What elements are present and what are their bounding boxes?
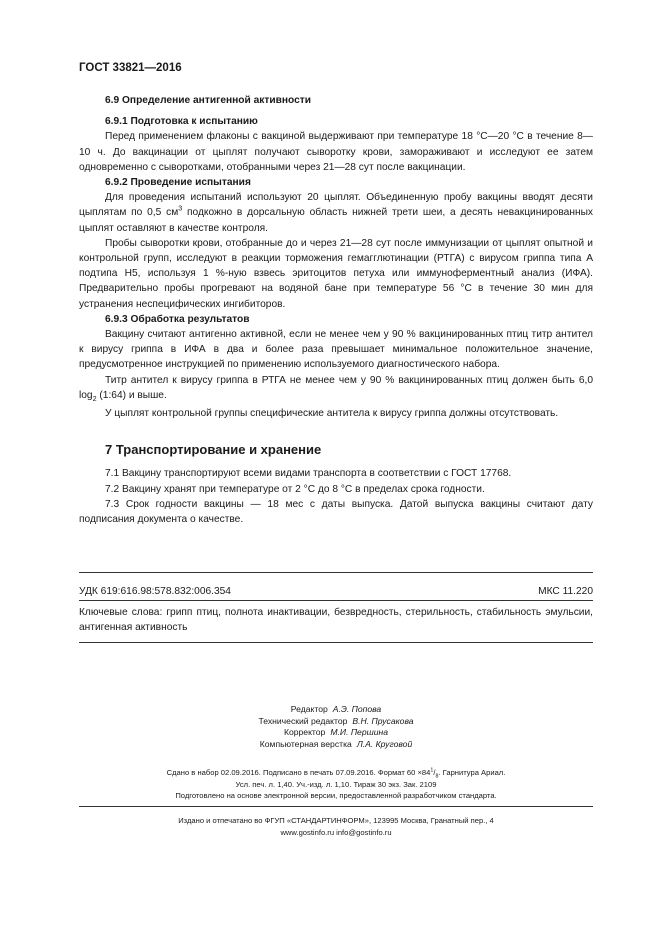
print-info-line-3: Подготовлено на основе электронной версии, предоставленной разработчиком стандарта. [175,791,497,800]
udk-code: УДК 619:616.98:578.832:006.354 [79,586,231,597]
section-6-9-3-paragraph-1: Вакцину считают антигенно активной, если не менее чем у 90 % вакцинированных птиц титр антител к вирусу гриппа в ИФА в два и более раза превышает минимальное положительное значение, предусмотренное инструкцией по применению используемого диагностического набора. [79,329,593,371]
section-7-3-text: 7.3 Срок годности вакцины — 18 мес с даты выпуска. Датой выпуска вакцины считают дату подписания документа о качестве. [79,498,593,526]
credits-block [79,704,593,750]
credit-proofreader: Корректор М.И. Першина [283,727,389,737]
print-info-line-1: Сдано в набор 02.09.2016. Подписано в печать 07.09.2016. Формат $60 \times 84^1/_8$. Гарнитура Ариал. [166,767,506,780]
publisher-line-1: Издано и отпечатано во ФГУП «СТАНДАРТИНФОРМ», 123995 Москва, Гранатный пер., 4 [178,816,494,825]
publisher-info [79,815,593,838]
credit-layout: Компьютерная верстка Л.А. Круговой [259,738,413,749]
section-6-9-2-paragraph-1: Для проведения испытаний используют 20 цыплят. Объединенную пробу вакцины вводят десяти цыплятам по 0,5 $см^3$ подкожно в дорсальную область нижней трети шеи, а десять невакцинированных цыплят оставляют в качестве контроля. [79,192,593,234]
section-6-9-3-paragraph-3: У цыплят контрольной группы специфические антитела к вирусу гриппа должны отсутствовать. [105,408,559,420]
divider-bottom [79,642,593,643]
section-6-9-2-paragraph-2: Пробы сыворотки крови, отобранные до и через 21—28 сут после иммунизации от цыплят опытной и контрольной групп, исследуют в реакции торможения гемагглютинации (РТГА) с вирусом гриппа типа А подтипа Н5, используя 1 %-ную взвесь эритоцитов петуха или иммуноферментный анализ (ИФА). Предварительно пробы прогревают на водяной бане при температуре 56 °С в течение 30 мин для устранения неспецифических ингибиторов. [79,237,593,310]
section-7-title: 7 Транспортирование и хранение [105,442,322,458]
section-7-2-text: 7.2 Вакцину хранят при температуре от 2 °С до 8 °С в пределах срока годности. [105,483,485,495]
section-6-9-title: 6.9 Определение антигенной активности [105,95,312,106]
main-content [79,93,593,527]
divider-publisher [79,806,593,807]
publisher-line-2: www.gostinfo.ru info@gostinfo.ru [280,827,392,837]
credit-editor: Редактор А.Э. Попова [290,704,382,714]
print-info-line-2: Усл. печ. л. 1,40. Уч.-изд. л. 1,10. Тираж 30 экз. Зак. 2109 [235,779,437,789]
section-7-1-text: 7.1 Вакцину транспортируют всеми видами транспорта в соответствии с ГОСТ 17768. [105,468,512,480]
section-6-9-3-paragraph-2: Титр антител к вирусу гриппа в РТГА не менее чем у 90 % вакцинированных птиц должен быть 6,0 $\log_2$ (1:64) и выше. [79,374,593,403]
section-6-9-2-title: 6.9.2 Проведение испытания [105,177,251,189]
print-info [79,767,593,802]
section-6-9-1-text: Перед применением флаконы с вакциной выдерживают при температуре 18 °С—20 °С в течение 8—10 ч. До вакцинации от цыплят получают сыворотку крови, замораживают и исследуют ее затем одновременно с сыворотками, отобранными через 21—28 сут после вакцинации. [79,131,593,173]
section-6-9-1-title: 6.9.1 Подготовка к испытанию [105,116,258,128]
document-header: ГОСТ 33821—2016 [79,62,182,74]
section-6-9-3-title: 6.9.3 Обработка результатов [105,313,250,325]
keywords: Ключевые слова: грипп птиц, полнота инактивации, безвредность, стерильность, стабильность эмульсии, антигенная активность [79,607,593,633]
divider-middle [79,600,593,601]
mks-code: МКС 11.220 [538,586,593,597]
credit-tech-editor: Технический редактор В.Н. Прусакова [258,715,414,726]
divider-top [79,572,593,573]
